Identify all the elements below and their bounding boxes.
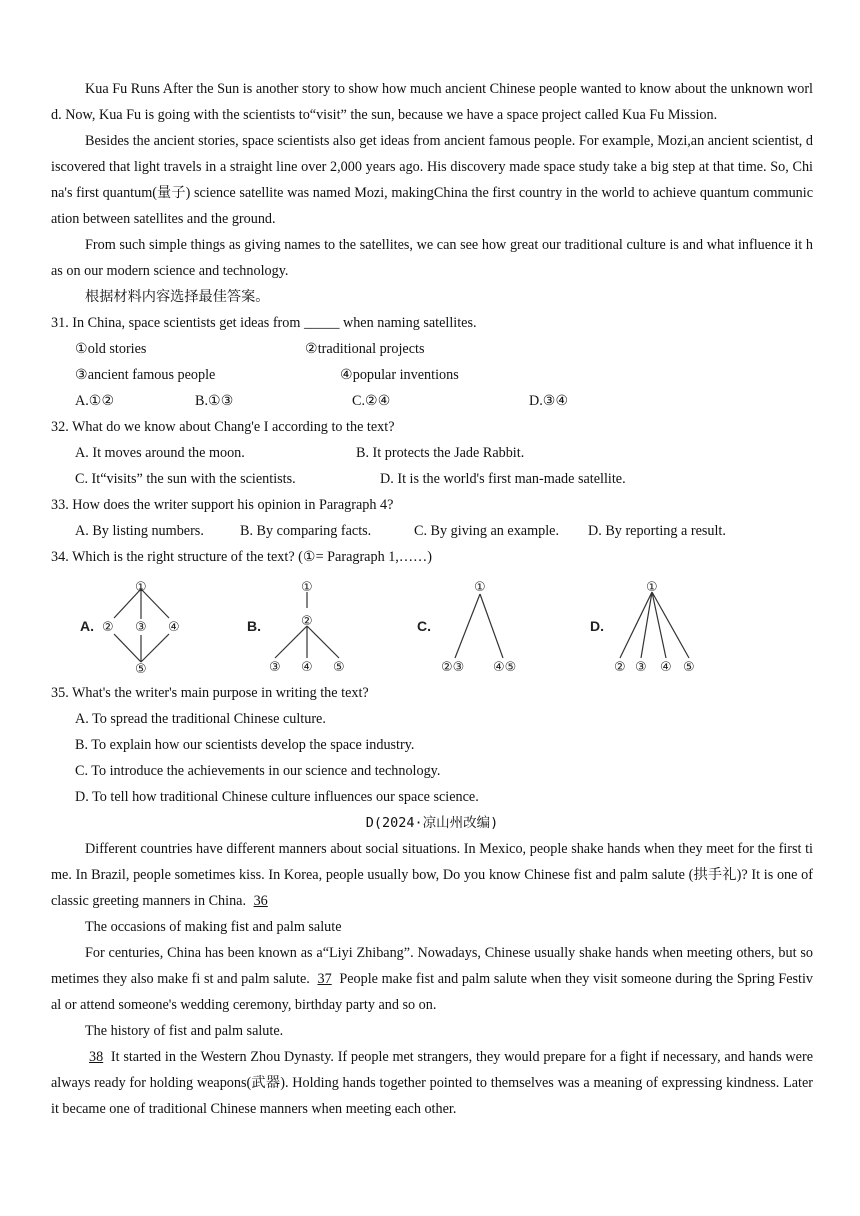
section-d-paragraph-2 <box>51 940 813 1018</box>
q33-choice-d[interactable]: D. By reporting a result. <box>588 523 726 539</box>
diagram-c-lines <box>455 594 503 658</box>
blank-36[interactable]: 36 <box>253 893 268 909</box>
diagram-b-label[interactable]: B. <box>247 618 261 634</box>
question-32-choices-row2 <box>51 466 813 492</box>
diagram-b-node-3: ③ <box>269 660 281 675</box>
diagram-c-node-23: ②③ <box>441 660 465 675</box>
diagram-b-node-5: ⑤ <box>333 660 345 675</box>
q32-choice-c[interactable]: C. It“visits” the sun with the scientists. <box>75 471 296 487</box>
diagram-b-node-1: ① <box>301 580 313 595</box>
section-d-paragraph-3 <box>51 1044 813 1122</box>
section-d-paragraph-3-text: It started in the Western Zhou Dynasty. If people met strangers, they would prepare for a fight if necessary, and hands were always ready for holding weapons(武器). Holding hands together pointed to themselves was a meaning of expressing kindness. Later it became one of traditional Chinese manners when meeting each other. <box>51 1049 813 1117</box>
q31-choice-d[interactable]: D.③④ <box>529 393 569 409</box>
question-35-stem: 35. What's the writer's main purpose in writing the text? <box>51 685 369 701</box>
q31-option-4: ④popular inventions <box>340 367 459 383</box>
heading-occasions: The occasions of making fist and palm salute <box>85 919 342 935</box>
diagram-d-label[interactable]: D. <box>590 618 604 634</box>
blank-37[interactable]: 37 <box>317 971 332 987</box>
q35-choice-a[interactable]: A. To spread the traditional Chinese culture. <box>75 711 326 727</box>
q35-choice-d[interactable]: D. To tell how traditional Chinese culture influences our space science. <box>75 789 479 805</box>
section-d-paragraph-1 <box>51 836 813 914</box>
diagram-a-node-5: ⑤ <box>135 662 147 677</box>
q33-choice-c[interactable]: C. By giving an example. <box>414 523 560 539</box>
section-d-title: D(2024·凉山州改编) <box>365 815 499 831</box>
structure-diagrams <box>75 570 699 680</box>
question-33-choices <box>51 518 813 544</box>
q31-choice-a[interactable]: A.①② <box>75 393 115 409</box>
paragraph-mozi: Besides the ancient stories, space scientists also get ideas from ancient famous people. For example, Mozi,an ancient scientist, discovered that light travels in a straight line over 2,000 years ago. His discovery made space study take a big step at that time. So, China's first quantum(量子) science satellite was named Mozi, makingChina the first country in the world to achieve quantum communication between satellites and the ground. <box>51 133 813 227</box>
question-34-stem: 34. Which is the right structure of the text? (①= Paragraph 1,……) <box>51 549 432 565</box>
q32-choice-a[interactable]: A. It moves around the moon. <box>75 445 245 461</box>
diagram-a-node-4: ④ <box>168 620 180 635</box>
section-d-paragraph-1-text: Different countries have different manners about social situations. In Mexico, people shake hands when they meet for the first time. In Brazil, people sometimes kiss. In Korea, people usually bow, Do you know Chinese fist and palm salute (拱手礼)? It is one of classic greeting manners in China. <box>51 841 813 909</box>
diagram-a-label[interactable]: A. <box>80 618 94 634</box>
q31-option-2: ②traditional projects <box>305 341 425 357</box>
diagram-c-node-45: ④⑤ <box>493 660 517 675</box>
q31-choice-c[interactable]: C.②④ <box>352 393 391 409</box>
q33-choice-a[interactable]: A. By listing numbers. <box>75 523 204 539</box>
q31-option-1: ①old stories <box>75 341 147 357</box>
heading-history: The history of fist and palm salute. <box>85 1023 284 1039</box>
question-33-stem: 33. How does the writer support his opinion in Paragraph 4? <box>51 497 394 513</box>
diagram-a-node-3: ③ <box>135 620 147 635</box>
structure-diagrams-svg <box>75 570 699 680</box>
q31-choice-b[interactable]: B.①③ <box>195 393 234 409</box>
paragraph-kua-fu: Kua Fu Runs After the Sun is another story to show how much ancient Chinese people wanted to know about the unknown world. Now, Kua Fu is going with the scientists to“visit” the sun, because we have a space project called Kua Fu Mission. <box>51 81 813 123</box>
q32-choice-d[interactable]: D. It is the world's first man-made satellite. <box>380 471 626 487</box>
instruction: 根据材料内容选择最佳答案。 <box>85 289 270 305</box>
question-31-options-row2 <box>51 362 813 388</box>
question-31-stem: 31. In China, space scientists get ideas from _____ when naming satellites. <box>51 315 477 331</box>
section-d-paragraph-2-text-a: For centuries, China has been known as a“Liyi Zhibang”. Nowadays, Chinese usually shake hands when meeting others, but sometimes they also make fi st and palm salute. <box>51 945 813 987</box>
diagram-d-lines <box>620 592 689 658</box>
diagram-b-node-2: ② <box>301 614 313 629</box>
diagram-c-label[interactable]: C. <box>417 618 431 634</box>
question-32-stem: 32. What do we know about Chang'e I according to the text? <box>51 419 395 435</box>
diagram-a-node-2: ② <box>102 620 114 635</box>
diagram-a-node-1: ① <box>135 580 147 595</box>
question-32-choices-row1 <box>51 440 813 466</box>
diagram-d-node-2: ② <box>614 660 626 675</box>
section-d-paragraph-2-text-b: People make fist and palm salute when they visit someone during the Spring Festival or attend someone's wedding ceremony, birthday party and so on. <box>51 971 813 1013</box>
diagram-c-node-1: ① <box>474 580 486 595</box>
document-page <box>51 76 813 1122</box>
question-31-options-row1 <box>51 336 813 362</box>
paragraph-conclusion: From such simple things as giving names to the satellites, we can see how great our traditional culture is and what influence it has on our modern science and technology. <box>51 237 813 279</box>
q35-choice-b[interactable]: B. To explain how our scientists develop the space industry. <box>75 737 415 753</box>
question-31-choices <box>51 388 813 414</box>
q35-choice-c[interactable]: C. To introduce the achievements in our science and technology. <box>75 763 441 779</box>
q33-choice-b[interactable]: B. By comparing facts. <box>240 523 372 539</box>
diagram-d-node-5: ⑤ <box>683 660 695 675</box>
blank-38[interactable]: 38 <box>89 1049 104 1065</box>
diagram-b-node-4: ④ <box>301 660 313 675</box>
diagram-d-node-1: ① <box>646 580 658 595</box>
diagram-d-node-3: ③ <box>635 660 647 675</box>
diagram-d-node-4: ④ <box>660 660 672 675</box>
q31-option-3: ③ancient famous people <box>75 367 216 383</box>
q32-choice-b[interactable]: B. It protects the Jade Rabbit. <box>356 445 525 461</box>
